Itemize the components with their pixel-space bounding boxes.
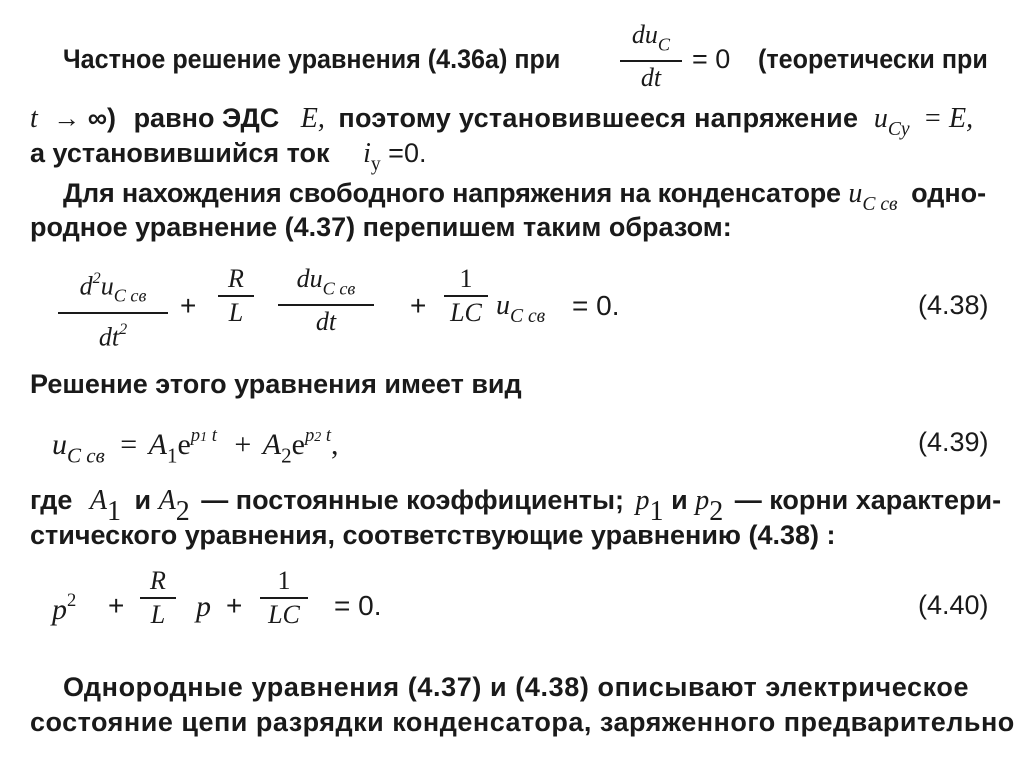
p1-line2-mid: равно ЭДС: [133, 103, 280, 133]
var-u: u: [848, 178, 863, 209]
eq438-term3: [278, 264, 374, 337]
R: R: [150, 566, 166, 595]
R: R: [228, 264, 244, 293]
var-t: t: [211, 425, 217, 446]
p1-line2-text: поэтому установившееся напряжение: [338, 103, 859, 133]
var-u-sub: C св: [862, 193, 898, 215]
p4-line1-end: — корни характери-: [734, 485, 1002, 515]
eq438-plus1: +: [180, 290, 197, 321]
L: L: [228, 298, 244, 327]
p1-line3-eq: =0.: [388, 138, 427, 168]
sub-csv: C св: [322, 278, 356, 299]
var-A1: A: [89, 485, 107, 516]
var-p: p: [196, 590, 211, 623]
and: и: [671, 485, 688, 515]
var-t: t: [30, 103, 38, 134]
eq438-tail: = 0.: [572, 290, 620, 321]
eq440-label: (4.40): [918, 590, 989, 620]
eq440-term2: [140, 566, 176, 630]
p5-line2: состояние цепи разрядки конденсатора, заряженного предварительно: [30, 707, 1015, 737]
p2-line1-end: одно-: [911, 178, 987, 208]
equals: =: [120, 428, 138, 462]
var-p1: p: [190, 425, 201, 446]
p4-gde: где: [30, 485, 73, 515]
sub-csv: C св: [113, 285, 147, 306]
sub-2: 2: [709, 496, 724, 528]
fraction-bar: [260, 597, 308, 599]
p1-line3-start: а установившийся ток: [30, 138, 330, 168]
p1-line1-end: (теоретически при: [758, 44, 988, 74]
p1-line1-text: [63, 44, 560, 74]
sup-2: 2: [119, 320, 128, 338]
p2-line2: родное уравнение (4.37) перепишем таким образом:: [30, 212, 732, 242]
plus: +: [234, 428, 252, 462]
sub-csv: C св: [510, 305, 546, 327]
eq438-term4: [444, 264, 488, 328]
sub-2: 2: [314, 430, 322, 445]
fraction-bar: [620, 60, 682, 62]
var-u: u: [52, 428, 67, 462]
p2-line1-start: Для нахождения свободного напряжения на конденсаторе: [63, 178, 841, 208]
eq439: [52, 425, 339, 468]
p1-line3: [30, 138, 426, 180]
eq438-plus2: +: [410, 290, 427, 321]
and: и: [134, 485, 152, 515]
var-A1: A: [148, 428, 167, 462]
d: d: [79, 271, 93, 301]
eq440-plus2: +: [226, 590, 243, 621]
var-E: E,: [300, 103, 325, 134]
var-p2: p: [304, 425, 315, 446]
p3-text: Решение этого уравнения имеет вид: [30, 369, 522, 399]
var-i-sub: у: [370, 153, 381, 175]
var-p1: p: [635, 485, 650, 516]
var-A2: A: [158, 485, 176, 516]
var-u-csv: [848, 178, 898, 215]
sub-1: 1: [166, 443, 178, 468]
p5-line1: Однородные уравнения (4.37) и (4.38) описывают электрическое: [63, 672, 970, 702]
deriv-numerator: du: [631, 20, 658, 49]
L: L: [150, 600, 166, 629]
fraction-bar: [58, 312, 168, 314]
sub-1: 1: [107, 496, 121, 528]
eq438-term1: [58, 264, 168, 352]
fraction-bar: [140, 597, 176, 599]
var-u-cy: [873, 103, 910, 140]
LC: LC: [268, 600, 300, 629]
var-p: p: [52, 593, 67, 627]
exp-e: e: [291, 428, 305, 462]
p4-line1-mid: — постоянные коэффициенты;: [201, 485, 625, 515]
sub-1: 1: [649, 496, 664, 528]
var-u-sub: Cy: [887, 118, 910, 140]
comma: ,: [331, 428, 339, 462]
var-i-y: [363, 138, 381, 175]
eq440-plus1: +: [108, 590, 125, 621]
eq438-u-term: [496, 290, 545, 328]
eq440-tail: = 0.: [334, 590, 382, 621]
one: 1: [277, 566, 291, 595]
eq438-label: (4.38): [918, 290, 989, 320]
sup-2: 2: [67, 590, 77, 611]
sub-2: 2: [175, 496, 190, 528]
fraction-bar: [278, 304, 374, 306]
sub-csv: C св: [67, 443, 105, 468]
var-A2: A: [262, 428, 282, 462]
eq440-p2: [52, 590, 76, 627]
one: 1: [459, 264, 473, 293]
du: du: [296, 264, 323, 293]
var-p2: p: [695, 485, 710, 516]
dt: dt: [98, 321, 120, 351]
fraction-bar: [218, 295, 254, 297]
fraction-bar: [444, 295, 488, 297]
deriv-denominator: dt: [640, 63, 662, 93]
eq-E: = E,: [923, 103, 974, 134]
eq440-term3: [260, 566, 308, 630]
dt: dt: [315, 307, 337, 337]
deriv-numerator-sub: C: [657, 34, 671, 55]
eq439-label: (4.39): [918, 427, 989, 457]
var-i: i: [363, 138, 371, 169]
exp-e: e: [177, 428, 191, 462]
eq438-term2: [218, 264, 254, 328]
eq440-p: [196, 590, 211, 624]
sup-2: 2: [92, 270, 101, 287]
sub-2: 2: [281, 443, 292, 468]
var-t: t: [325, 425, 332, 446]
var-u: u: [100, 271, 114, 301]
p1-eq-zero: = 0: [692, 44, 731, 74]
var-u: u: [873, 103, 888, 134]
derivative-duc-dt: [620, 20, 682, 93]
p4-line2: стического уравнения, соответствующие уравнению (4.38) :: [30, 520, 836, 550]
sub-1: 1: [200, 430, 208, 445]
var-u: u: [496, 290, 510, 321]
LC: LC: [450, 298, 482, 327]
arrow-infinity: → ∞): [53, 103, 117, 133]
p1-line1-start: Частное решение уравнения (4.36а) при: [63, 44, 561, 74]
